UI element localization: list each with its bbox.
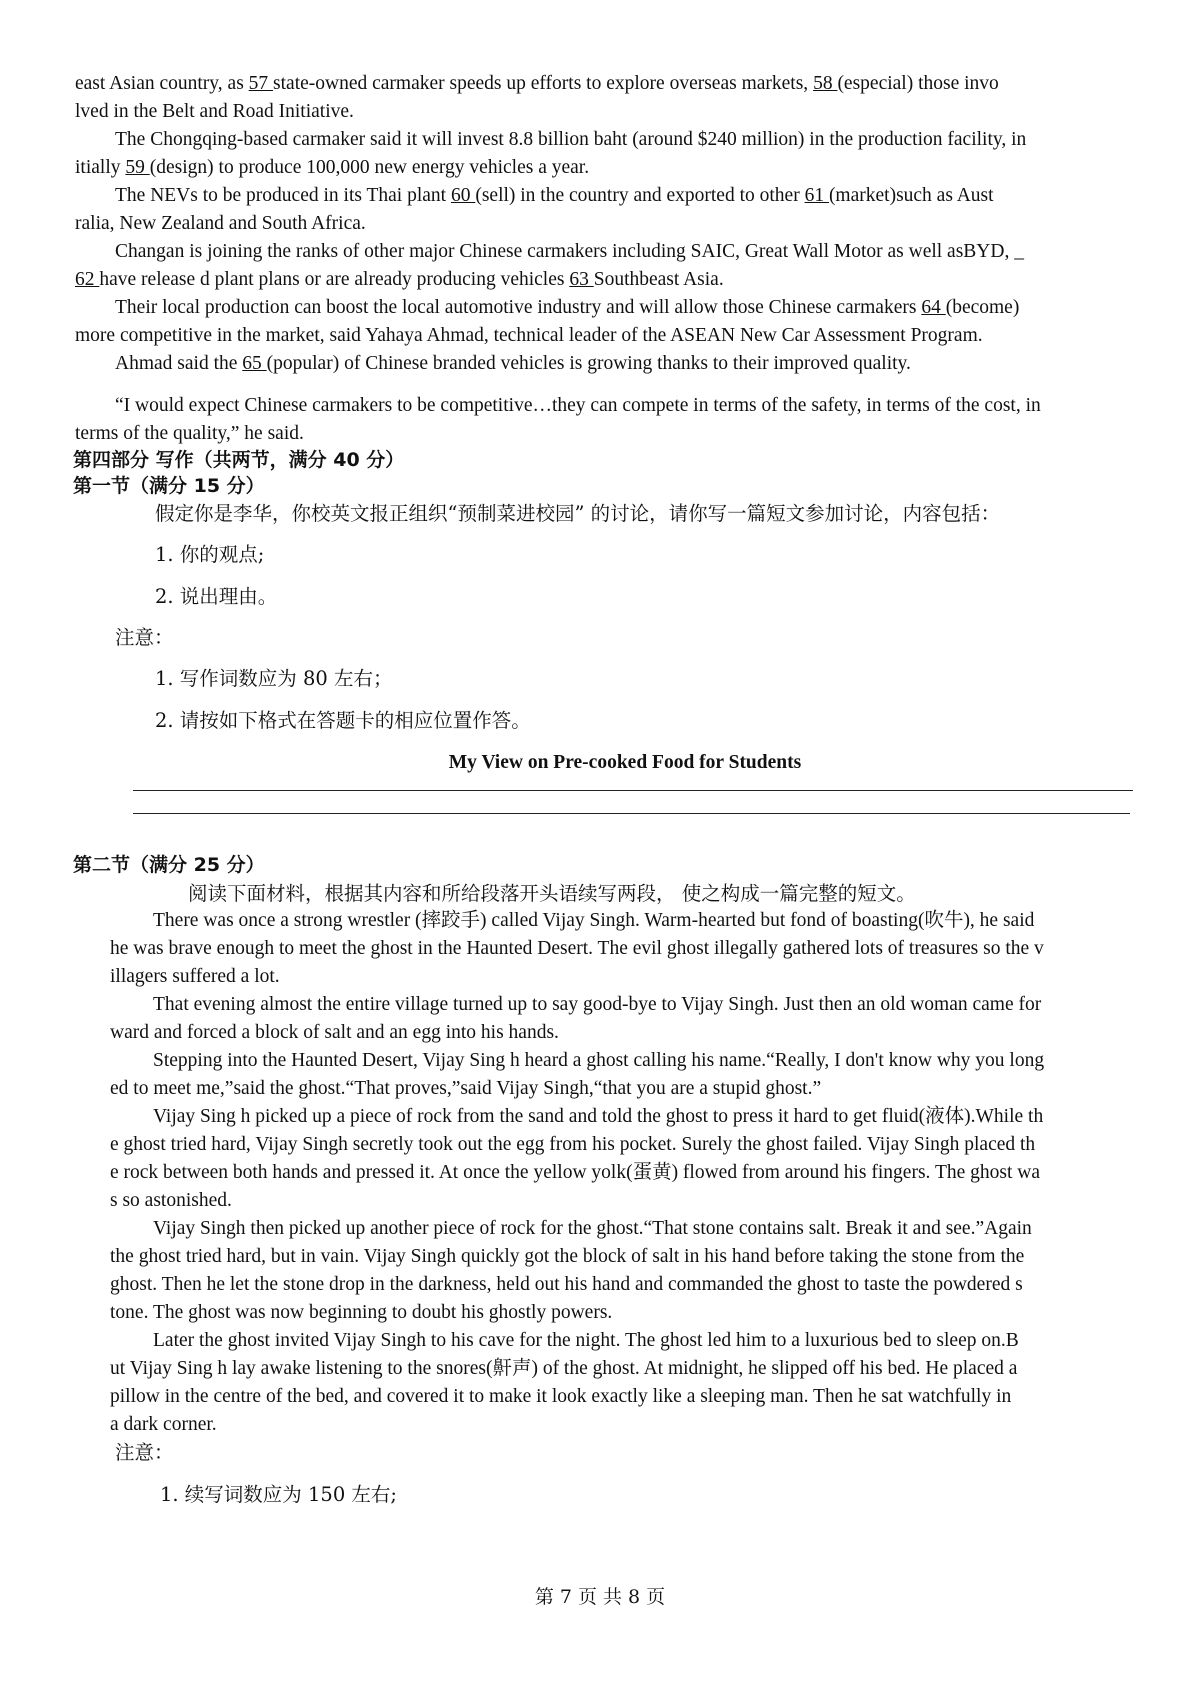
passage-line: Ahmad said the 65 (popular) of Chinese branded vehicles is growing thanks to their improved quality. [115,353,911,374]
story-line: pillow in the centre of the bed, and covered it to make it look exactly like a sleeping man. Then he sat watchfully in [110,1386,1012,1407]
passage-line: ralia, New Zealand and South Africa. [75,213,366,234]
story-line: Later the ghost invited Vijay Singh to his cave for the night. The ghost led him to a luxurious bed to sleep on.B [153,1330,1019,1351]
story-line: ed to meet me,”said the ghost.“That proves,”said Vijay Singh,“that you are a stupid ghost.” [110,1078,822,1099]
section2-heading: 第二节（满分 25 分） [73,854,265,876]
passage-line: The NEVs to be produced in its Thai plant 60 (sell) in the country and exported to other 61 (market)such as Aust [115,185,994,206]
story-line: he was brave enough to meet the ghost in the Haunted Desert. The evil ghost illegally gathered lots of treasures so the v [110,938,1044,959]
section2-prompt: 阅读下面材料，根据其内容和所给段落开头语续写两段， 使之构成一篇完整的短文。 [188,882,916,905]
story-line: e ghost tried hard, Vijay Singh secretly took out the egg from his pocket. Surely the ghost failed. Vijay Singh placed th [110,1134,1036,1155]
page-number: 第 7 页 共 8 页 [534,1586,666,1608]
story-line: tone. The ghost was now beginning to doubt his ghostly powers. [110,1302,613,1323]
blank-61: 61 [804,185,829,206]
passage-line: east Asian country, as 57 state-owned carmaker speeds up efforts to explore overseas markets, 58 (especial) those invo [75,73,999,94]
passage-line: 62 have release d plant plans or are already producing vehicles 63 Southbeast Asia. [75,269,724,290]
blank-57: 57 [248,73,274,94]
passage-line: Changan is joining the ranks of other major Chinese carmakers including SAIC, Great Wall Motor as well asBYD, _ [115,241,1024,262]
note-label: 注意： [115,1441,174,1464]
requirement-item: 2. 说出理由。 [155,585,278,608]
note-item: 1. 写作词数应为 80 左右； [155,667,393,690]
blank-64: 64 [921,297,946,318]
blank-63: 63 [569,269,594,290]
story-line: ut Vijay Sing h lay awake listening to the snores(鼾声) of the ghost. At midnight, he slipped off his bed. He placed a [110,1358,1018,1379]
answer-line [133,813,1130,814]
story-line: Stepping into the Haunted Desert, Vijay Sing h heard a ghost calling his name.“Really, I don't know why you long [153,1050,1045,1071]
note-label: 注意： [115,626,174,649]
story-line: s so astonished. [110,1190,232,1211]
blank-59: 59 [125,157,150,178]
note-item: 2. 请按如下格式在答题卡的相应位置作答。 [155,709,531,732]
section1-heading: 第一节（满分 15 分） [73,475,265,497]
blank-65: 65 [242,353,267,374]
passage-line: lved in the Belt and Road Initiative. [75,101,354,122]
story-line: Vijay Singh then picked up another piece of rock for the ghost.“That stone contains salt. Break it and see.”Again [153,1218,1032,1239]
story-line: Vijay Sing h picked up a piece of rock from the sand and told the ghost to press it hard to get fluid(液体).While th [153,1106,1044,1127]
story-line: ghost. Then he let the stone drop in the darkness, held out his hand and commanded the ghost to taste the powdered s [110,1274,1023,1295]
story-line: the ghost tried hard, but in vain. Vijay Singh quickly got the block of salt in his hand before taking the stone from the [110,1246,1025,1267]
story-line: That evening almost the entire village turned up to say good-bye to Vijay Singh. Just then an old woman came for [153,994,1042,1015]
story-line: e rock between both hands and pressed it. At once the yellow yolk(蛋黄) flowed from around his fingers. The ghost wa [110,1162,1041,1183]
passage-line: more competitive in the market, said Yahaya Ahmad, technical leader of the ASEAN New Car Assessment Program. [75,325,983,346]
story-line: There was once a strong wrestler (摔跤手) called Vijay Singh. Warm-hearted but fond of boasting(吹牛), he said [153,910,1035,931]
essay-title: My View on Pre-cooked Food for Students [448,752,802,773]
story-line: illagers suffered a lot. [110,966,280,987]
requirement-item: 1. 你的观点; [155,543,265,566]
passage-line: terms of the quality,” he said. [75,423,304,444]
passage-line: The Chongqing-based carmaker said it will invest 8.8 billion baht (around $240 million) in the production facility, in [115,129,1027,150]
passage-line: itially 59 (design) to produce 100,000 new energy vehicles a year. [75,157,590,178]
blank-62: 62 [75,269,100,290]
story-line: ward and forced a block of salt and an egg into his hands. [110,1022,559,1043]
answer-line [133,790,1133,791]
note-item: 1. 续写词数应为 150 左右; [160,1483,397,1506]
passage-line: Their local production can boost the local automotive industry and will allow those Chinese carmakers 64 (become) [115,297,1020,318]
blank-60: 60 [450,185,476,206]
story-line: a dark corner. [110,1414,217,1435]
blank-58: 58 [813,73,838,94]
part4-heading: 第四部分 写作（共两节，满分 40 分） [73,449,405,471]
section1-prompt: 假定你是李华，你校英文报正组织“预制菜进校园” 的讨论，请你写一篇短文参加讨论，内容包括： [155,502,1001,525]
passage-line: “I would expect Chinese carmakers to be competitive…they can compete in terms of the safety, in terms of the cost, in [115,395,1041,416]
